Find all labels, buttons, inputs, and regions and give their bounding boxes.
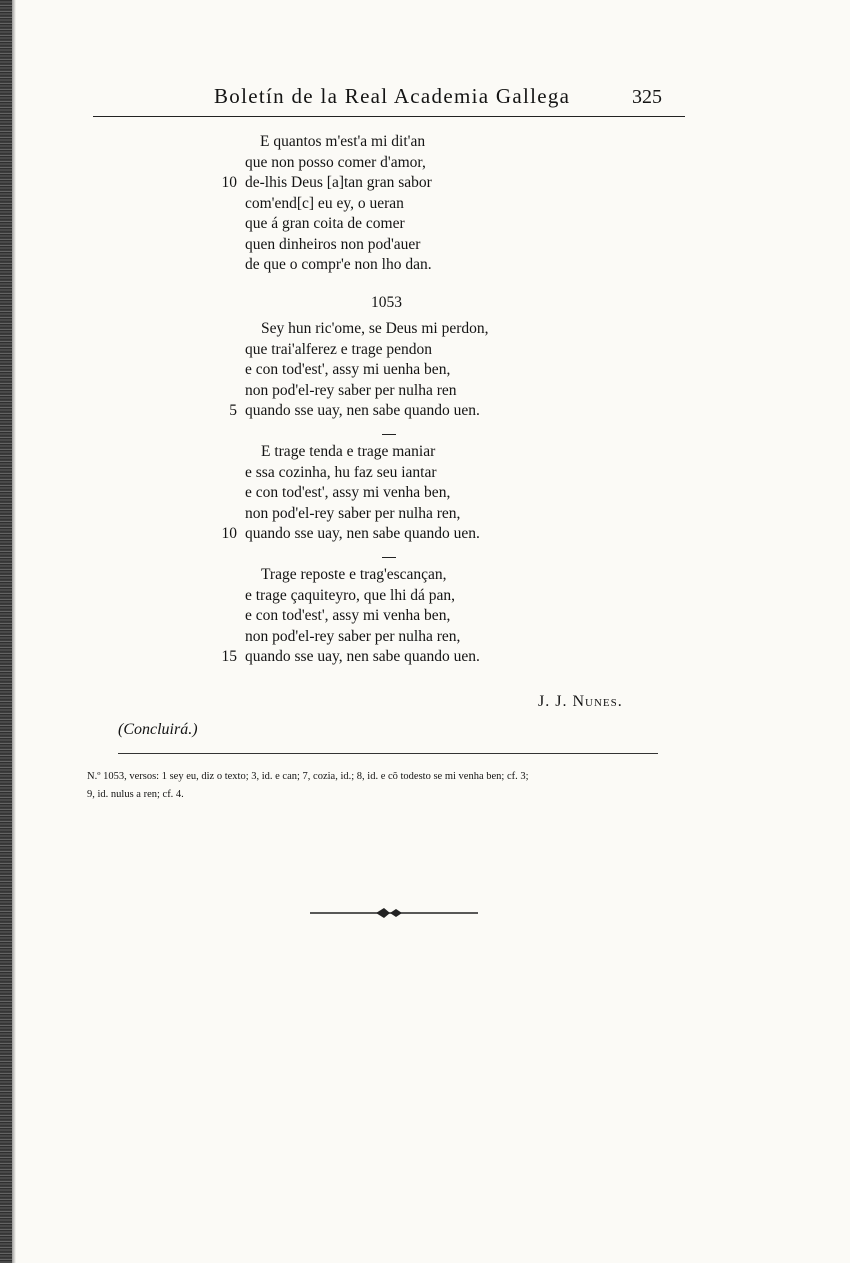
poem-b-stanza-1-line: que trai'alferez e trage pendon [245,340,432,358]
author-surname: Nunes. [572,693,623,710]
poem-b-stanza-3-line: non pod'el-rey saber per nulha ren, [245,627,461,645]
poem-a-line: de que o compr'e non lho dan. [245,256,432,273]
poem-b-stanza-2-line: E trage tenda e trage maniar [261,443,436,460]
poem-a-line: que á gran coita de comer [245,215,405,232]
continuation-note: (Concluirá.) [118,721,198,738]
book-binding-edge [0,0,12,1263]
poem-b-stanza-1-line: quando sse uay, nen sabe quando uen. [245,402,480,419]
end-ornament [310,905,478,921]
poem-b-stanza-3-line: quando sse uay, nen sabe quando uen. [245,648,480,665]
poem-number: 1053 [371,294,402,311]
poem-b-stanza-2-line: quando sse uay, nen sabe quando uen. [245,525,480,542]
footnote-rule [118,753,658,754]
verse-number: 10 [221,525,237,542]
footnote-line-2: 9, id. nulus a ren; cf. 4. [87,789,184,800]
poem-b-stanza-3-line: e con tod'est', assy mi venha ben, [245,607,451,624]
stanza-separator [382,557,396,558]
running-header-title: Boletín de la Real Academia Gallega [214,84,571,108]
poem-b-stanza-3-line: e trage çaquiteyro, que lhi dá pan, [245,586,456,604]
poem-b-stanza-2-line: e ssa cozinha, hu faz seu iantar [245,463,437,481]
poem-b-stanza-3-line: Trage reposte e trag'escançan, [261,566,447,583]
poem-b-stanza-1-line: non pod'el-rey saber per nulha ren [245,381,457,399]
page-number: 325 [632,86,662,108]
poem-b-stanza-1-line: Sey hun ric'ome, se Deus mi perdon, [261,320,489,337]
verse-number: 5 [229,402,237,419]
poem-b-stanza-2-line: e con tod'est', assy mi venha ben, [245,484,451,501]
author-signature [538,693,623,711]
poem-a-line: que non posso comer d'amor, [245,153,426,171]
verse-number: 10 [221,174,237,191]
footnote [87,768,687,804]
poem-a-line: E quantos m'est'a mi dit'an [260,133,426,150]
poem-a-line: com'end[c] eu ey, o ueran [245,194,404,212]
poem-a-line: de-lhis Deus [a]tan gran sabor [245,174,432,191]
poem-a-line: quen dinheiros non pod'auer [245,235,421,253]
header-rule [93,116,685,117]
verse-number: 15 [221,648,237,665]
footnote-line-1: N.º 1053, versos: 1 sey eu, diz o texto; 3, id. e can; 7, cozia, id.; 8, id. e cõ todesto se mi venha ben; cf. 3; [87,771,529,782]
poem-b-stanza-2-line: non pod'el-rey saber per nulha ren, [245,504,461,522]
author-initials: J. J. [538,693,568,710]
poem-b-stanza-1-line: e con tod'est', assy mi uenha ben, [245,361,451,378]
stanza-separator [382,434,396,435]
